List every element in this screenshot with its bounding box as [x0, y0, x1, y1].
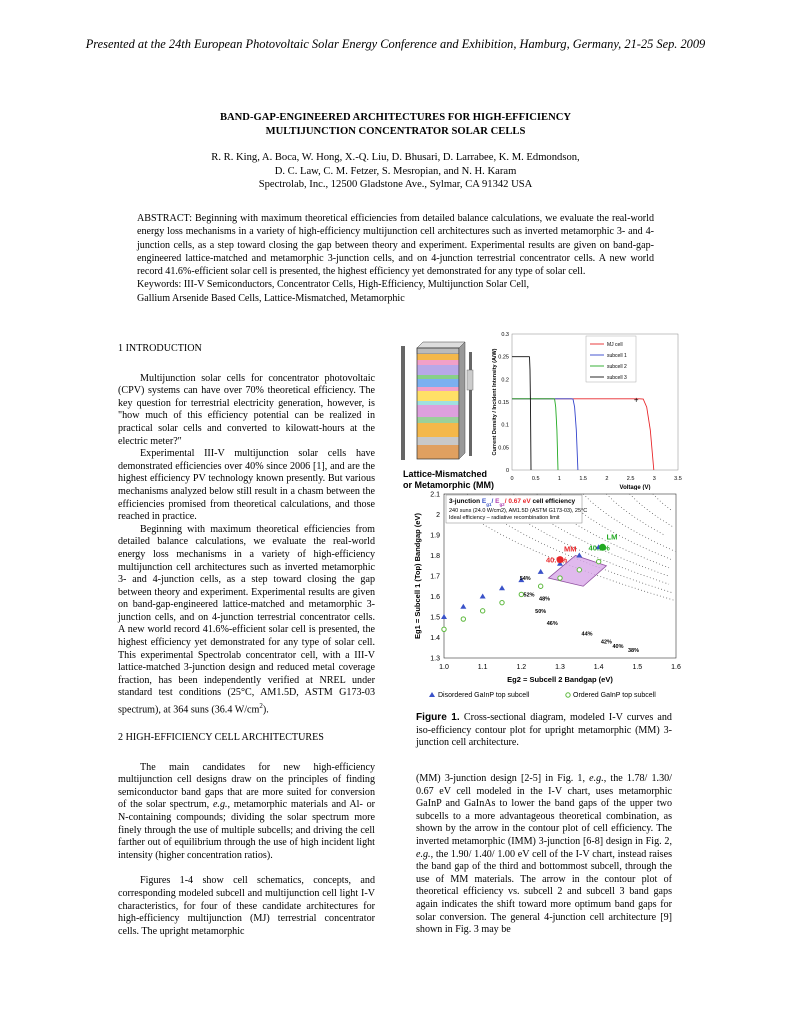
data-point	[558, 576, 562, 580]
title-text: /	[491, 498, 496, 505]
paragraph: Experimental III-V multijunction solar cells have demonstrated efficiencies over 40% since 2006 [1], and are the highest efficiency PV technology known presently. But various mechanisms analyzed below still result in a chasm between the efficiencies promised from theoretical calculations, and those reached in practice.	[118, 448, 375, 523]
contour-label: 50%	[535, 608, 547, 615]
x-tick-label: 1.2	[516, 664, 527, 671]
figure-label: Figure 1.	[416, 712, 460, 723]
layer-stack	[401, 342, 472, 460]
highlight-label: LM	[606, 532, 618, 542]
legend-marker-triangle	[429, 692, 435, 697]
y-tick-label: 0.25	[498, 354, 509, 361]
figure-caption	[416, 712, 672, 750]
y-tick-label: 0	[505, 468, 509, 474]
x-tick-label: 1.3	[555, 664, 565, 671]
x-axis-label: Eg2 = Subcell 2 Bandgap (eV)	[507, 675, 613, 684]
data-point	[538, 584, 542, 588]
title-symbol: E	[481, 498, 487, 505]
y-tick-label: 2.1	[430, 491, 440, 499]
chart-subtitle: 240 suns (24.0 W/cm2), AM1.5D (ASTM G173-03), 25°C	[449, 508, 588, 514]
y-tick-label: 0.2	[501, 377, 509, 384]
contour-label: 40%	[612, 643, 624, 650]
paragraph: Figures 1-4 show cell schematics, concepts, and corresponding modeled subcell and multijunction cell light I-V characteristics, for four of these candidate architectures for high-efficiency multijunction (MJ) terrestrial concentrator cells. The upright metamorphic	[118, 875, 375, 937]
contour-label: 44%	[581, 631, 593, 638]
italic-text: e.g.	[589, 773, 604, 784]
y-tick-label: 1.7	[430, 573, 440, 581]
y-tick-label: 0.15	[498, 400, 509, 406]
abstract	[137, 212, 654, 305]
keywords-line: Gallium Arsenide Based Cells, Lattice-Mismatched, Metamorphic	[137, 292, 405, 304]
data-point	[500, 600, 504, 604]
title-line: MULTIJUNCTION CONCENTRATOR SOLAR CELLS	[265, 125, 526, 137]
y-tick-label: 0.3	[501, 332, 509, 338]
y-tick-label: 1.8	[430, 553, 440, 560]
title-line: BAND-GAP-ENGINEERED ARCHITECTURES FOR HIGH-EFFICIENCY	[219, 112, 572, 123]
legend-label: subcell 1	[607, 353, 627, 359]
paper-title	[0, 111, 791, 138]
author-line: D. C. Law, C. M. Fetzer, S. Mesropian, and N. H. Karam	[274, 165, 517, 177]
y-tick-label: 1.3	[430, 655, 440, 663]
section-heading: 1 INTRODUCTION	[118, 343, 202, 354]
title-subscript: g2	[499, 501, 505, 507]
legend-label: subcell 3	[607, 375, 627, 381]
author-line: R. R. King, A. Boca, W. Hong, X.-Q. Liu, D. Bhusari, D. Larrabee, K. M. Edmondson,	[211, 152, 580, 163]
x-tick-label: 2	[605, 476, 609, 482]
title-subscript: g1	[486, 501, 492, 507]
highlight-value: 40.1%	[588, 543, 610, 553]
highlight-label: MM	[564, 544, 577, 554]
paragraph	[416, 773, 672, 937]
x-tick-label: 0.5	[531, 476, 540, 482]
conference-header: Presented at the 24th European Photovoltaic Solar Energy Conference and Exhibition, Hamburg, Germany, 21-25 Sep. 2009	[85, 37, 706, 51]
data-point	[480, 609, 484, 613]
y-tick-label: 1.9	[430, 532, 440, 540]
iv-series-line	[512, 357, 531, 470]
x-tick-label: 1	[557, 476, 561, 482]
legend-label: subcell 2	[607, 364, 627, 370]
y-tick-label: 1.6	[430, 594, 440, 601]
legend-label: Disordered GaInP top subcell	[438, 692, 530, 699]
data-point	[577, 568, 581, 572]
paragraph-text: The main candidates for new high-efficiency multijunction cell designs draw on the principles of finding semiconductor band gaps that are more suited for conversion of the solar spectrum,	[118, 761, 375, 811]
y-tick-label: 0.05	[498, 445, 509, 452]
x-tick-label: 1.5	[632, 664, 643, 671]
y-axis-label: Eg1 = Subcell 1 (Top) Bandgap (eV)	[413, 513, 422, 639]
x-tick-label: 1.5	[579, 476, 587, 482]
abstract-text: ABSTRACT: Beginning with maximum theoretical efficiencies from detailed balance calculations, we evaluate the real-world energy loss mechanisms in a variety of high-efficiency multijunction cell architectures such as inverted metamorphic 3- and 4-junction cells, as a step toward closing the gap between theory and experiment. Experimental results are given on band-gap-engineered lattice-matched and metamorphic 3-junction cells, and on 4-junction terrestrial concentrator cells. A new world record 41.6%-efficient solar cell is presented, the highest efficiency yet demonstrated for any type of solar cell.	[137, 213, 654, 278]
x-tick-label: 1.4	[593, 664, 604, 671]
section-heading: 2 HIGH-EFFICIENCY CELL ARCHITECTURES	[118, 731, 324, 743]
data-point	[596, 559, 600, 563]
x-tick-label: 3	[652, 476, 656, 482]
paragraph	[118, 524, 375, 717]
data-point	[461, 617, 465, 621]
y-tick-label: 0.1	[501, 422, 509, 429]
x-tick-label: 1.1	[477, 664, 488, 671]
paragraph	[118, 762, 375, 863]
x-tick-label: 1.0	[439, 664, 449, 671]
affiliation: Spectrolab, Inc., 12500 Gladstone Ave., Sylmar, CA 91342 USA	[258, 179, 533, 191]
paragraph: Multijunction solar cells for concentrator photovoltaic (CPV) systems can have over 70% theoretical efficiency. The key question for terrestrial electricity generation, however, is "how much of this efficiency potential can be realized in practical solar cells and converted to kilowatt-hours at the electric meter?"	[118, 372, 375, 447]
efficiency-contour-chart	[408, 488, 684, 706]
title-text: / 0.67 eV	[504, 498, 531, 505]
superscript: 2	[259, 702, 263, 711]
x-tick-label: 1.6	[671, 664, 681, 671]
y-axis-label: Current Density / Incident Intensity (A/W)	[492, 348, 498, 456]
iv-curve-chart	[490, 330, 690, 490]
contour-label: 48%	[539, 596, 551, 603]
iv-series-line	[512, 399, 578, 470]
paragraph-text: , the 1.90/ 1.40/ 1.00 eV cell of the I-V chart, instead raises the band gap of the third and bottommost subcell, through the use of MM materials. The arrow in the contour plot of theoretical efficiency vs. subcell 2 and subcell 3 band gaps again indicates the shift toward more optimum band gaps for solar conversion. The general 4-junction cell architecture [9] shown in Fig. 3 may be	[416, 848, 672, 936]
paragraph-text: (MM) 3-junction design [2-5] in Fig. 1,	[416, 773, 590, 784]
italic-text: e.g.	[212, 799, 228, 811]
max-power-marker: +	[633, 395, 639, 405]
x-tick-label: 3.5	[674, 476, 682, 482]
diagram-caption-line: or Metamorphic (MM)	[403, 480, 494, 490]
x-tick-label: 0	[510, 476, 514, 482]
y-tick-label: 2	[436, 512, 440, 519]
keywords-line: Keywords: III-V Semiconductors, Concentrator Cells, High-Efficiency, Multijunction Solar Cell,	[137, 279, 529, 291]
contour-label: 42%	[600, 639, 612, 646]
left-column	[118, 343, 375, 938]
legend-label: MJ cell	[607, 342, 623, 348]
x-axis-label: Voltage (V)	[619, 485, 651, 490]
y-tick-label: 1.5	[430, 614, 440, 622]
legend-marker-circle	[566, 693, 570, 697]
title-text: cell efficiency	[530, 498, 576, 505]
iv-series-line	[512, 399, 558, 470]
cell-cross-section-diagram	[395, 340, 495, 468]
contour-label: 54%	[519, 576, 531, 583]
data-point	[442, 627, 446, 631]
y-tick-label: 1.4	[430, 635, 440, 642]
title-symbol: E	[495, 498, 500, 505]
paragraph-text: , metamorphic materials and Al- or N-containing compounds; dividing the solar spectrum more finely through the use of multiple subcells; and driving the cell farther out of equilibrium through the use of high incident light intensity (higher concentration ratios).	[118, 799, 375, 861]
right-column	[416, 773, 672, 937]
contact-pad	[467, 370, 473, 390]
contour-label: 52%	[523, 592, 535, 599]
contour-label: 38%	[627, 647, 639, 654]
contour-label: 46%	[546, 621, 558, 628]
diagram-caption-line: Lattice-Mismatched	[403, 469, 488, 479]
legend-label: Ordered GaInP top subcell	[573, 692, 656, 699]
iv-series-line	[512, 399, 654, 470]
title-text: 3-junction	[449, 498, 482, 505]
highlight-value: 40.7%	[546, 555, 568, 565]
paragraph-text: , the 1.78/ 1.30/ 0.67 eV cell modeled in the I-V chart, uses metamorphic GaInP and GaInAs to lower the band gaps of the upper two subcells to a more advantageous theoretical combination, as shown by the arrow in the contour plot of cell efficiency. The inverted metamorphic (IMM) 3-junction [6-8] design in Fig. 2,	[416, 773, 672, 847]
paragraph-text: Beginning with maximum theoretical efficiencies from detailed balance calculations, we evaluate the real-world energy loss mechanisms in a variety of high-efficiency multijunction cell architectures such as inverted metamorphic 3- and 4-junction cells, as a step toward closing the gap between theory and experiment. Experimental results are given on band-gap-engineered lattice-matched and metamorphic 3-junction cells, and on 4-junction terrestrial concentrator cells. A new world record 41.6%-efficient solar cell is presented, the highest efficiency yet demonstrated for any type of solar cell. This experimental Spectrolab concentrator cell, with a III-V lattice-matched 3-junction design and reduced metal coverage fraction, has been independently verified at NREL under standard test conditions (25°C, AM1.5D, ASTM G173-03 spectrum), at 364 suns (36.4 W/cm	[118, 523, 375, 716]
author-block	[0, 151, 791, 192]
x-tick-label: 2.5	[626, 476, 635, 482]
figure-caption-text: Cross-sectional diagram, modeled I-V curves and iso-efficiency contour plot for upright metamorphic (MM) 3-junction cell architecture.	[416, 712, 672, 749]
paragraph-text: ).	[262, 704, 269, 716]
italic-text: e.g.	[416, 848, 431, 860]
chart-subtitle: Ideal efficiency – radiative recombination limit	[449, 515, 560, 521]
